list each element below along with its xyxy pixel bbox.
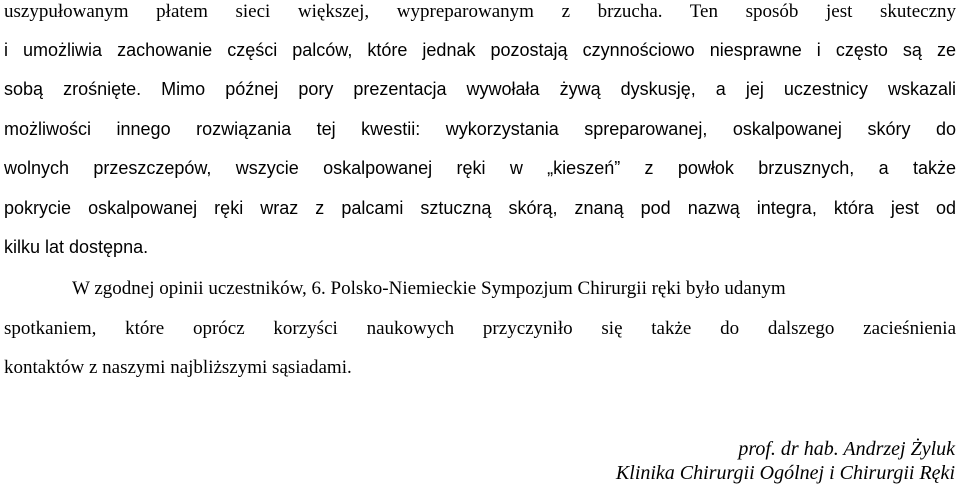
text-line-4: możliwości innego rozwiązania tej kwestii: wykorzystania spreparowanej, oskalpowanej skóry do bbox=[4, 119, 956, 139]
signature-name: prof. dr hab. Andrzej Żyluk bbox=[738, 438, 955, 460]
text-line-10: kontaktów z naszymi najbliższymi sąsiadami. bbox=[4, 357, 352, 378]
text-line-9: spotkaniem, które oprócz korzyści naukowych przyczyniło się także do dalszego zacieśnienia bbox=[4, 318, 956, 339]
text-line-3: sobą zrośnięte. Mimo późnej pory prezentacja wywołała żywą dyskusję, a jej uczestnicy wskazali bbox=[4, 79, 956, 99]
text-line-7: kilku lat dostępna. bbox=[4, 237, 149, 257]
text-line-8: W zgodnej opinii uczestników, 6. Polsko-Niemieckie Sympozjum Chirurgii ręki było udanym bbox=[72, 278, 786, 299]
signature-affiliation: Klinika Chirurgii Ogólnej i Chirurgii Ręki bbox=[615, 462, 955, 484]
text-line-1: uszypułowanym płatem sieci większej, wypreparowanym z brzucha. Ten sposób jest skuteczny bbox=[4, 1, 956, 22]
text-line-6: pokrycie oskalpowanej ręki wraz z palcami sztuczną skórą, znaną pod nazwą integra, która jest od bbox=[4, 198, 956, 218]
text-line-5: wolnych przeszczepów, wszycie oskalpowanej ręki w „kieszeń” z powłok brzusznych, a także bbox=[4, 158, 956, 178]
text-line-2: i umożliwia zachowanie części palców, które jednak pozostają czynnościowo niesprawne i często są ze bbox=[4, 40, 956, 60]
